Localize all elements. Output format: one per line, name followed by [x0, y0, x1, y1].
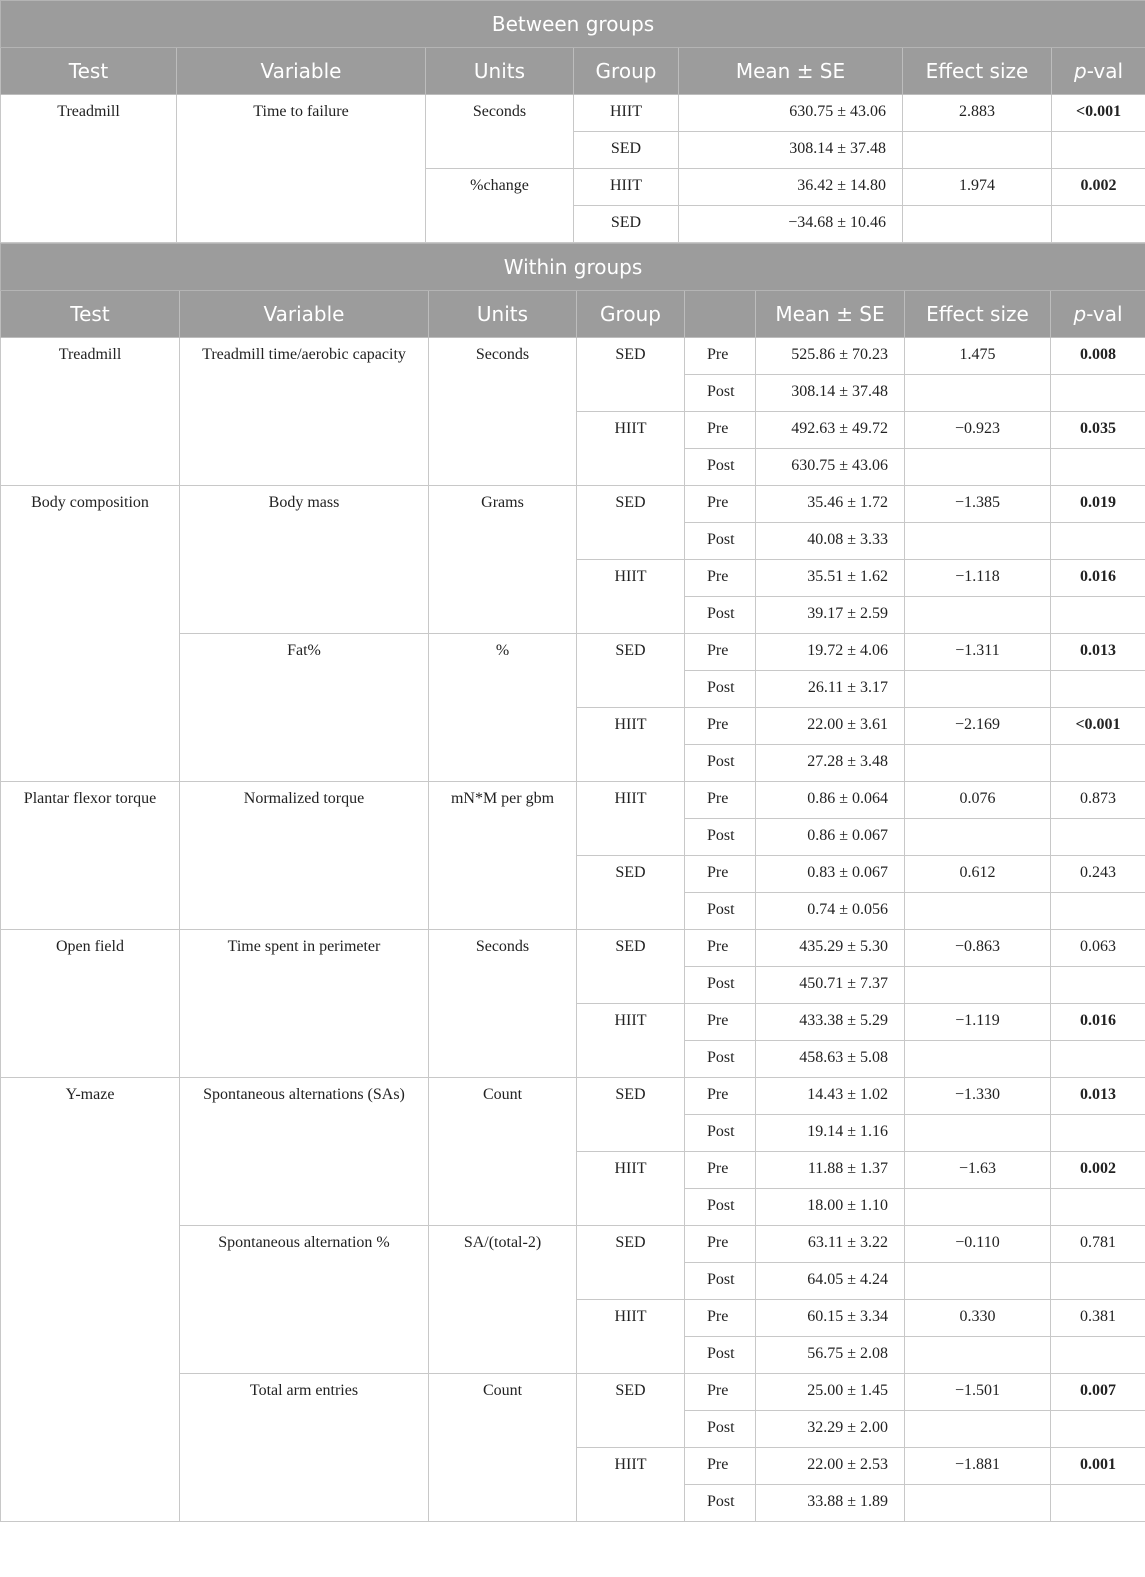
group-cell: HIIT — [577, 1448, 685, 1522]
header-mean-se: Mean ± SE — [756, 291, 905, 338]
mean-se-cell: 19.72 ± 4.06 — [756, 634, 905, 671]
group-cell: SED — [577, 338, 685, 412]
effect-size-cell: −1.385 — [905, 486, 1051, 523]
phase-cell: Post — [685, 671, 756, 708]
effect-size-cell — [905, 449, 1051, 486]
mean-se-cell: 27.28 ± 3.48 — [756, 745, 905, 782]
effect-size-cell — [905, 597, 1051, 634]
variable-cell: Body mass — [180, 486, 429, 634]
p-suffix: val — [1092, 302, 1123, 326]
effect-size-cell: 2.883 — [903, 95, 1052, 132]
p-value-cell — [1051, 1041, 1145, 1078]
mean-se-cell: 630.75 ± 43.06 — [679, 95, 903, 132]
phase-cell: Post — [685, 1263, 756, 1300]
phase-cell: Post — [685, 745, 756, 782]
between-groups-table — [0, 0, 1145, 243]
p-value-cell: 0.781 — [1051, 1226, 1145, 1263]
header-effect-size: Effect size — [903, 48, 1052, 95]
effect-size-cell — [903, 206, 1052, 243]
effect-size-cell: 0.612 — [905, 856, 1051, 893]
effect-size-cell: −0.923 — [905, 412, 1051, 449]
header-phase — [685, 291, 756, 338]
group-cell: HIIT — [577, 708, 685, 782]
p-prefix: p — [1074, 59, 1087, 83]
mean-se-cell: 525.86 ± 70.23 — [756, 338, 905, 375]
group-cell: SED — [574, 206, 679, 243]
effect-size-cell — [905, 375, 1051, 412]
mean-se-cell: 22.00 ± 2.53 — [756, 1448, 905, 1485]
phase-cell: Pre — [685, 338, 756, 375]
header-variable: Variable — [180, 291, 429, 338]
group-cell: SED — [577, 1078, 685, 1152]
phase-cell: Post — [685, 1485, 756, 1522]
p-value-cell — [1051, 597, 1145, 634]
mean-se-cell: 36.42 ± 14.80 — [679, 169, 903, 206]
phase-cell: Pre — [685, 708, 756, 745]
phase-cell: Post — [685, 893, 756, 930]
p-value-cell: 0.019 — [1051, 486, 1145, 523]
phase-cell: Post — [685, 523, 756, 560]
header-p-value: p-val — [1052, 48, 1145, 95]
p-suffix: val — [1093, 59, 1124, 83]
effect-size-cell: −1.63 — [905, 1152, 1051, 1189]
header-units: Units — [426, 48, 574, 95]
mean-se-cell: 25.00 ± 1.45 — [756, 1374, 905, 1411]
effect-size-cell — [903, 132, 1052, 169]
phase-cell: Post — [685, 1189, 756, 1226]
header-mean-se: Mean ± SE — [679, 48, 903, 95]
within-groups-title: Within groups — [1, 244, 1145, 291]
table-row — [1, 486, 1145, 523]
group-cell: HIIT — [577, 782, 685, 856]
phase-cell: Post — [685, 819, 756, 856]
effect-size-cell: −2.169 — [905, 708, 1051, 745]
p-value-cell: 0.873 — [1051, 782, 1145, 819]
variable-cell: Fat% — [180, 634, 429, 782]
p-value-cell: 0.001 — [1051, 1448, 1145, 1485]
units-cell: SA/(total-2) — [429, 1226, 577, 1374]
variable-cell: Spontaneous alternations (SAs) — [180, 1078, 429, 1226]
header-variable: Variable — [177, 48, 426, 95]
variable-cell: Time to failure — [177, 95, 426, 243]
phase-cell: Pre — [685, 1374, 756, 1411]
p-value-cell — [1051, 819, 1145, 856]
mean-se-cell: 14.43 ± 1.02 — [756, 1078, 905, 1115]
mean-se-cell: 35.46 ± 1.72 — [756, 486, 905, 523]
effect-size-cell: −0.863 — [905, 930, 1051, 967]
group-cell: HIIT — [577, 1152, 685, 1226]
phase-cell: Pre — [685, 1078, 756, 1115]
mean-se-cell: 39.17 ± 2.59 — [756, 597, 905, 634]
table-row — [1, 930, 1145, 967]
mean-se-cell: 0.86 ± 0.064 — [756, 782, 905, 819]
p-value-cell — [1051, 893, 1145, 930]
variable-cell: Treadmill time/aerobic capacity — [180, 338, 429, 486]
phase-cell: Post — [685, 1411, 756, 1448]
variable-cell: Normalized torque — [180, 782, 429, 930]
group-cell: HIIT — [577, 412, 685, 486]
p-value-cell: 0.008 — [1051, 338, 1145, 375]
phase-cell: Post — [685, 1041, 756, 1078]
effect-size-cell: −1.330 — [905, 1078, 1051, 1115]
p-value-cell: 0.016 — [1051, 560, 1145, 597]
test-cell: Plantar flexor torque — [1, 782, 180, 930]
effect-size-cell — [905, 523, 1051, 560]
p-value-cell: 0.016 — [1051, 1004, 1145, 1041]
mean-se-cell: 0.74 ± 0.056 — [756, 893, 905, 930]
between-groups-header-row — [1, 48, 1145, 95]
phase-cell: Pre — [685, 634, 756, 671]
mean-se-cell: 33.88 ± 1.89 — [756, 1485, 905, 1522]
mean-se-cell: 308.14 ± 37.48 — [679, 132, 903, 169]
group-cell: HIIT — [577, 560, 685, 634]
units-cell: % — [429, 634, 577, 782]
p-value-cell: 0.035 — [1051, 412, 1145, 449]
effect-size-cell — [905, 1115, 1051, 1152]
phase-cell: Pre — [685, 782, 756, 819]
effect-size-cell — [905, 1263, 1051, 1300]
phase-cell: Pre — [685, 1152, 756, 1189]
effect-size-cell — [905, 745, 1051, 782]
effect-size-cell: −1.311 — [905, 634, 1051, 671]
test-cell: Treadmill — [1, 338, 180, 486]
p-value-cell — [1051, 671, 1145, 708]
effect-size-cell: −1.118 — [905, 560, 1051, 597]
variable-cell: Total arm entries — [180, 1374, 429, 1522]
p-value-cell: 0.013 — [1051, 1078, 1145, 1115]
test-cell: Treadmill — [1, 95, 177, 243]
phase-cell: Pre — [685, 560, 756, 597]
header-group: Group — [577, 291, 685, 338]
mean-se-cell: 450.71 ± 7.37 — [756, 967, 905, 1004]
phase-cell: Post — [685, 597, 756, 634]
table-row — [1, 338, 1145, 375]
header-group: Group — [574, 48, 679, 95]
p-value-cell: 0.381 — [1051, 1300, 1145, 1337]
units-cell: Seconds — [426, 95, 574, 169]
group-cell: SED — [577, 1374, 685, 1448]
mean-se-cell: 433.38 ± 5.29 — [756, 1004, 905, 1041]
units-cell: Count — [429, 1078, 577, 1226]
units-cell: Seconds — [429, 338, 577, 486]
header-units: Units — [429, 291, 577, 338]
p-value-cell: 0.013 — [1051, 634, 1145, 671]
p-value-cell — [1051, 375, 1145, 412]
phase-cell: Pre — [685, 486, 756, 523]
header-p-value: p-val — [1051, 291, 1145, 338]
effect-size-cell: −1.881 — [905, 1448, 1051, 1485]
p-value-cell — [1052, 206, 1145, 243]
phase-cell: Pre — [685, 1004, 756, 1041]
effect-size-cell — [905, 1189, 1051, 1226]
table-row — [1, 95, 1145, 132]
mean-se-cell: 19.14 ± 1.16 — [756, 1115, 905, 1152]
p-value-cell — [1051, 745, 1145, 782]
group-cell: SED — [577, 634, 685, 708]
effect-size-cell — [905, 967, 1051, 1004]
phase-cell: Post — [685, 1337, 756, 1374]
phase-cell: Pre — [685, 856, 756, 893]
group-cell: SED — [574, 132, 679, 169]
test-cell: Y-maze — [1, 1078, 180, 1522]
phase-cell: Post — [685, 449, 756, 486]
units-cell: Count — [429, 1374, 577, 1522]
effect-size-cell: −1.501 — [905, 1374, 1051, 1411]
between-groups-title: Between groups — [1, 1, 1145, 48]
mean-se-cell: 492.63 ± 49.72 — [756, 412, 905, 449]
group-cell: SED — [577, 486, 685, 560]
header-test: Test — [1, 291, 180, 338]
variable-cell: Spontaneous alternation % — [180, 1226, 429, 1374]
mean-se-cell: 0.86 ± 0.067 — [756, 819, 905, 856]
mean-se-cell: 40.08 ± 3.33 — [756, 523, 905, 560]
phase-cell: Pre — [685, 412, 756, 449]
mean-se-cell: 35.51 ± 1.62 — [756, 560, 905, 597]
mean-se-cell: 32.29 ± 2.00 — [756, 1411, 905, 1448]
p-value-cell — [1051, 523, 1145, 560]
mean-se-cell: 22.00 ± 3.61 — [756, 708, 905, 745]
mean-se-cell: 18.00 ± 1.10 — [756, 1189, 905, 1226]
mean-se-cell: 26.11 ± 3.17 — [756, 671, 905, 708]
effect-size-cell: 0.076 — [905, 782, 1051, 819]
group-cell: SED — [577, 856, 685, 930]
p-value-cell — [1051, 1411, 1145, 1448]
mean-se-cell: 11.88 ± 1.37 — [756, 1152, 905, 1189]
group-cell: SED — [577, 1226, 685, 1300]
p-value-cell: 0.002 — [1052, 169, 1145, 206]
group-cell: HIIT — [574, 169, 679, 206]
units-cell: mN*M per gbm — [429, 782, 577, 930]
p-value-cell: <0.001 — [1052, 95, 1145, 132]
mean-se-cell: 308.14 ± 37.48 — [756, 375, 905, 412]
effect-size-cell: 0.330 — [905, 1300, 1051, 1337]
effect-size-cell — [905, 893, 1051, 930]
group-cell: SED — [577, 930, 685, 1004]
p-value-cell: 0.063 — [1051, 930, 1145, 967]
mean-se-cell: 435.29 ± 5.30 — [756, 930, 905, 967]
group-cell: HIIT — [577, 1004, 685, 1078]
p-value-cell: 0.243 — [1051, 856, 1145, 893]
effect-size-cell — [905, 1485, 1051, 1522]
p-value-cell — [1051, 1263, 1145, 1300]
mean-se-cell: 630.75 ± 43.06 — [756, 449, 905, 486]
units-cell: Seconds — [429, 930, 577, 1078]
table-row — [1, 782, 1145, 819]
mean-se-cell: 60.15 ± 3.34 — [756, 1300, 905, 1337]
p-prefix: p — [1073, 302, 1087, 326]
p-value-cell — [1051, 1485, 1145, 1522]
p-value-cell — [1051, 1115, 1145, 1152]
mean-se-cell: 458.63 ± 5.08 — [756, 1041, 905, 1078]
within-groups-header-row — [1, 291, 1145, 338]
header-effect-size: Effect size — [905, 291, 1051, 338]
effect-size-cell — [905, 1041, 1051, 1078]
effect-size-cell — [905, 1337, 1051, 1374]
effect-size-cell — [905, 819, 1051, 856]
header-test: Test — [1, 48, 177, 95]
table-row — [1, 1078, 1145, 1115]
phase-cell: Post — [685, 375, 756, 412]
test-cell: Open field — [1, 930, 180, 1078]
phase-cell: Pre — [685, 930, 756, 967]
mean-se-cell: 63.11 ± 3.22 — [756, 1226, 905, 1263]
effect-size-cell — [905, 1411, 1051, 1448]
within-groups-table — [0, 243, 1145, 1522]
group-cell: HIIT — [574, 95, 679, 132]
phase-cell: Pre — [685, 1300, 756, 1337]
phase-cell: Pre — [685, 1226, 756, 1263]
phase-cell: Pre — [685, 1448, 756, 1485]
effect-size-cell: 1.974 — [903, 169, 1052, 206]
p-value-cell: 0.002 — [1051, 1152, 1145, 1189]
p-value-cell — [1051, 967, 1145, 1004]
units-cell: Grams — [429, 486, 577, 634]
p-value-cell: <0.001 — [1051, 708, 1145, 745]
mean-se-cell: 0.83 ± 0.067 — [756, 856, 905, 893]
test-cell: Body composition — [1, 486, 180, 782]
p-value-cell — [1051, 1189, 1145, 1226]
p-value-cell: 0.007 — [1051, 1374, 1145, 1411]
p-value-cell — [1051, 1337, 1145, 1374]
p-value-cell — [1051, 449, 1145, 486]
mean-se-cell: 64.05 ± 4.24 — [756, 1263, 905, 1300]
phase-cell: Post — [685, 1115, 756, 1152]
p-value-cell — [1052, 132, 1145, 169]
variable-cell: Time spent in perimeter — [180, 930, 429, 1078]
effect-size-cell: 1.475 — [905, 338, 1051, 375]
effect-size-cell: −0.110 — [905, 1226, 1051, 1263]
effect-size-cell — [905, 671, 1051, 708]
phase-cell: Post — [685, 967, 756, 1004]
mean-se-cell: −34.68 ± 10.46 — [679, 206, 903, 243]
units-cell: %change — [426, 169, 574, 243]
mean-se-cell: 56.75 ± 2.08 — [756, 1337, 905, 1374]
effect-size-cell: −1.119 — [905, 1004, 1051, 1041]
group-cell: HIIT — [577, 1300, 685, 1374]
